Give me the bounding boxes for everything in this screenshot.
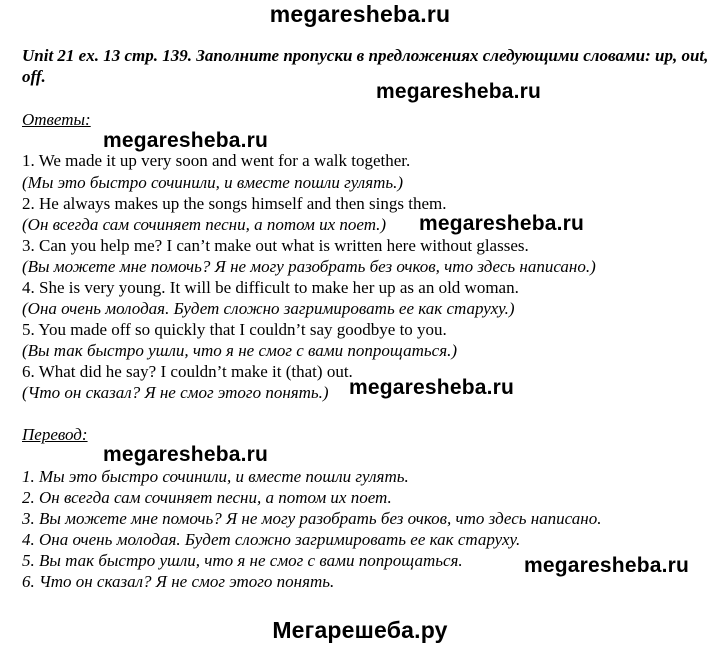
watermark-top: megaresheba.ru bbox=[269, 1, 451, 27]
watermark-1: megaresheba.ru bbox=[376, 80, 542, 103]
translation-label: Перевод: bbox=[22, 425, 88, 444]
answer-4-en: 4. She is very young. It will be difficult to make her up as an old woman. bbox=[22, 278, 519, 297]
answers-label: Ответы: bbox=[22, 110, 91, 129]
exercise-heading: Unit 21 ex. 13 стр. 139. Заполните пропуски в предложениях следующими словами: up, out, off. bbox=[22, 46, 709, 86]
answer-1-ru: (Мы это быстро сочинили, и вместе пошли гулять.) bbox=[22, 173, 404, 192]
watermark-bottom: Мегарешеба.ру bbox=[272, 617, 448, 643]
watermark-5: megaresheba.ru bbox=[103, 443, 269, 466]
answer-3-ru: (Вы можете мне помочь? Я не могу разобрать без очков, что здесь написано.) bbox=[22, 257, 596, 276]
answer-4-ru: (Она очень молодая. Будет сложно загримировать ее как старуху.) bbox=[22, 299, 515, 318]
watermark-6: megaresheba.ru bbox=[524, 554, 690, 577]
watermark-3: megaresheba.ru bbox=[419, 212, 585, 235]
answer-6-ru: (Что он сказал? Я не смог этого понять.) bbox=[22, 383, 329, 402]
translation-6: 6. Что он сказал? Я не смог этого понять. bbox=[22, 572, 335, 591]
watermark-4: megaresheba.ru bbox=[349, 376, 515, 399]
answer-1-en: 1. We made it up very soon and went for a walk together. bbox=[22, 151, 411, 170]
answer-2-en: 2. He always makes up the songs himself and then sings them. bbox=[22, 194, 447, 213]
translation-4: 4. Она очень молодая. Будет сложно загримировать ее как старуху. bbox=[22, 530, 521, 549]
answer-6-en: 6. What did he say? I couldn’t make it (that) out. bbox=[22, 362, 353, 381]
translation-3: 3. Вы можете мне помочь? Я не могу разобрать без очков, что здесь написано. bbox=[22, 509, 602, 528]
watermark-2: megaresheba.ru bbox=[103, 129, 269, 152]
translation-2: 2. Он всегда сам сочиняет песни, а потом их поет. bbox=[22, 488, 392, 507]
translation-5: 5. Вы так быстро ушли, что я не смог с вами попрощаться. bbox=[22, 551, 463, 570]
answer-5-ru: (Вы так быстро ушли, что я не смог с вами попрощаться.) bbox=[22, 341, 458, 360]
answer-2-ru: (Он всегда сам сочиняет песни, а потом их поет.) bbox=[22, 215, 387, 234]
translation-1: 1. Мы это быстро сочинили, и вместе пошли гулять. bbox=[22, 467, 409, 486]
answer-3-en: 3. Can you help me? I can’t make out what is written here without glasses. bbox=[22, 236, 529, 255]
answer-5-en: 5. You made off so quickly that I couldn’t say goodbye to you. bbox=[22, 320, 447, 339]
